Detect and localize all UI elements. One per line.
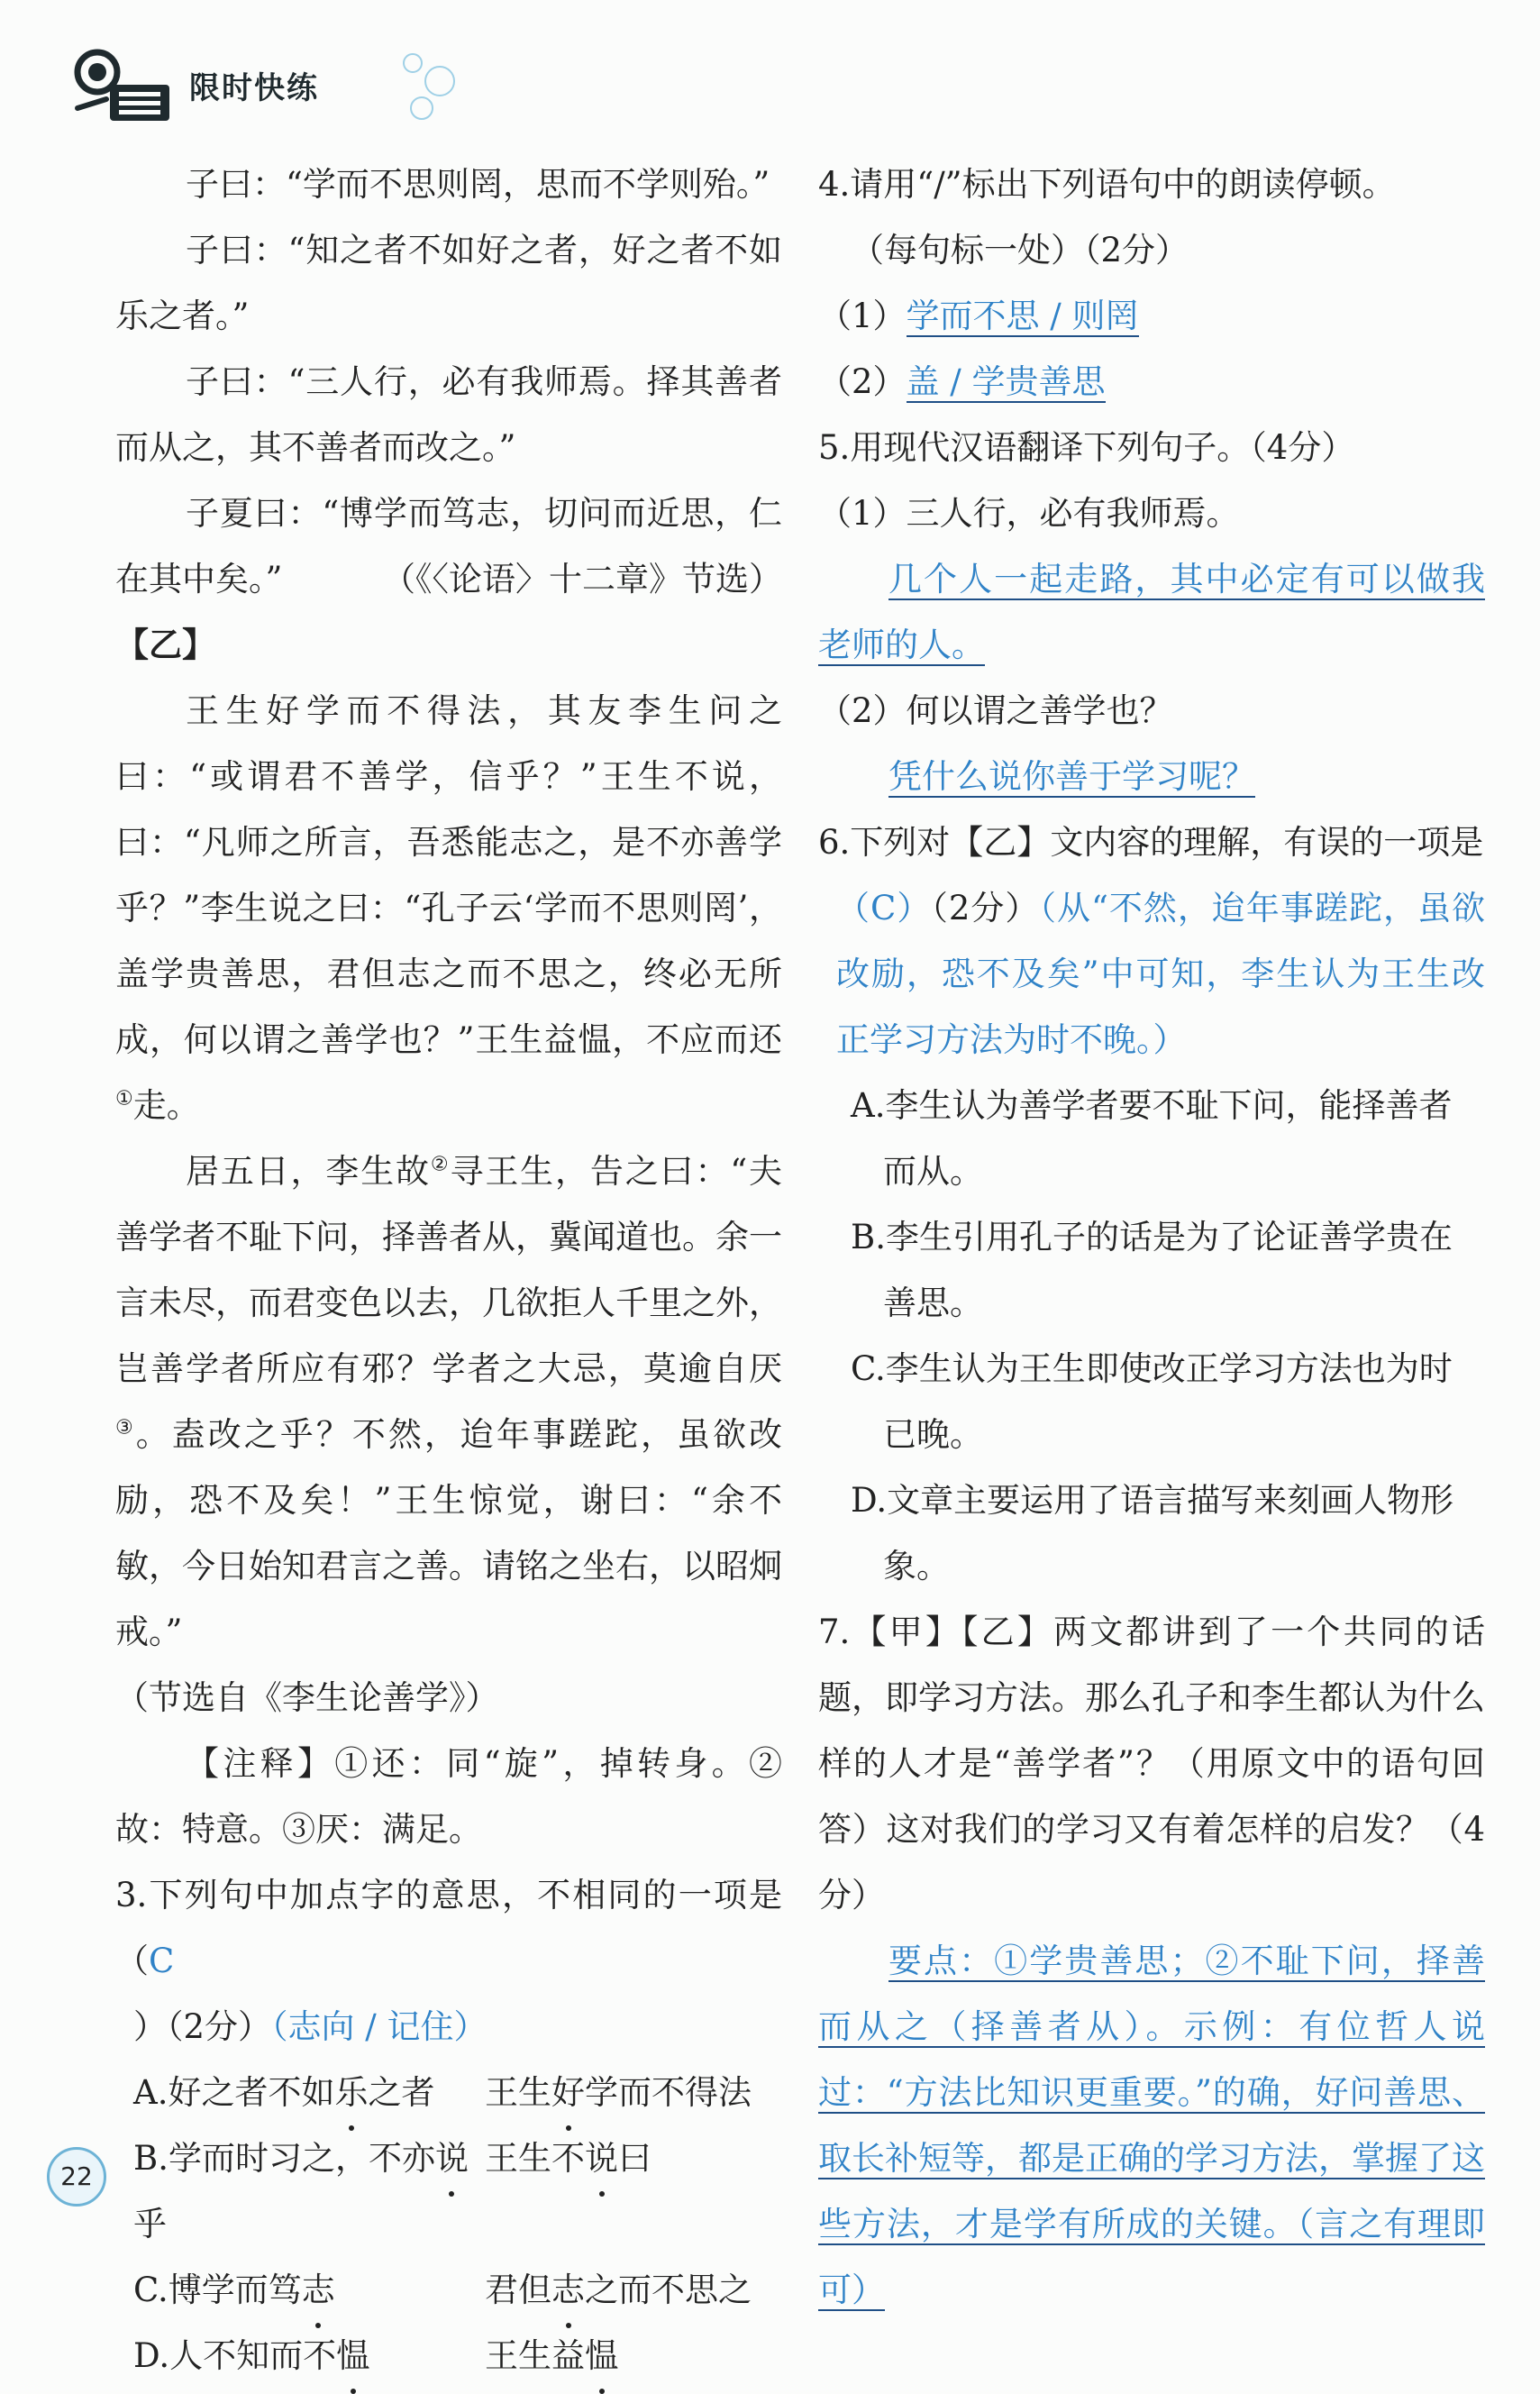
opt-text: 君但 [485,2271,551,2309]
q5-answer-1-text: 几个人一起走路，其中必定有可以做我老师的人。 [818,560,1485,664]
opt-text: 之者 [368,2073,435,2112]
q6-answer [818,875,1485,1073]
yi-paragraph-1-text: 王生好学而不得法，其友李生问之曰：“或谓君不善学，信乎？”王生不说，曰：“凡师之所言，吾悉能志之，是不亦善学乎？”李生说之曰：“孔子云‘学而不思则罔’，盖学贵善思，君但志之而不思之，终必无所成，何以谓之善学也？”王生益愠，不应而还 [115,691,782,1059]
q3-stem-end: ）（2分） [133,2007,272,2046]
analects-line-3: 子曰：“三人行，必有我师焉。择其善者而从之，其不善者而改之。” [115,362,782,467]
opt-text: 王生 [485,2073,551,2112]
opt-text: 学而不得法 [585,2073,752,2112]
q4-label-2: （2） [818,362,907,401]
yi-paragraph-1-end: 走。 [132,1086,200,1125]
q5-sentence-1: （1）三人行，必有我师焉。 [818,494,1240,533]
analects-line-4-text: 子夏曰：“博学而笃志，切问而近思，仁在其中矣。” [115,494,782,598]
q4-answer-2 [818,349,1485,415]
q3-option-c [115,2257,782,2323]
question-7-stem: 7.【甲】【乙】两文都讲到了一个共同的话题，即学习方法。那么孔子和李生都认为什么样的人才是“善学者”？（用原文中的语句回答）这对我们的学习又有着怎样的启发？（4分） [818,1613,1485,1914]
analects-source: （《〈论语〉十二章》节选） [382,560,782,598]
dotted-char: 说 [435,2125,469,2191]
yi-paragraph-2 [115,1138,782,1665]
question-5-stem: 5.用现代汉语翻译下列句子。（4分） [818,428,1355,467]
q6-score: （2分） [931,889,1040,927]
opt-text: 王生不 [485,2139,585,2178]
dotted-char: 愠 [585,2323,618,2389]
q3-option-d-left [133,2323,485,2389]
annotations: 【注释】①还：同“旋”，掉转身。②故：特意。③厌：满足。 [115,1744,782,1849]
footnote-mark-2: ② [430,1153,451,1176]
header-title: 限时快练 [189,70,319,106]
q4-answer-2-text: 盖 / 学贵善思 [906,362,1106,401]
left-column [115,151,782,2389]
footnote-mark-3: ③ [115,1416,136,1439]
dotted-char: 乐 [334,2060,368,2125]
opt-text: 乎 [133,2205,167,2243]
q4-answer-1-text: 学而不思 / 则罔 [906,297,1139,335]
q3-option-c-left [133,2257,485,2323]
q5-answer-2-text: 凭什么说你善于学习呢？ [888,757,1255,796]
q6-note: （从“不然，迨年事蹉跎，虽欲改励，恐不及矣”中可知，李生认为王生改正学习方法为时不晚。） [836,889,1485,1059]
q3-option-d-right [485,2323,618,2389]
opt-text: 曰 [618,2139,652,2178]
question-4-instruction: （每句标一处）（2分） [851,231,1189,270]
q3-options [115,2060,782,2389]
dotted-char: 说 [585,2125,618,2191]
q3-note: （志向 / 记住） [271,2007,488,2046]
q4-label-1: （1） [818,297,907,335]
q5-answer-2 [818,744,1485,809]
dotted-char: 好 [551,2060,585,2125]
q6-option-a: A.李生认为善学者要不耻下问，能择善者而从。 [851,1086,1453,1191]
yi-source: （节选自《李生论善学》） [115,1678,499,1717]
yi-heading: 【乙】 [115,625,215,664]
q7-answer-text: 要点：①学贵善思；②不耻下问，择善而从之（择善者从）。示例：有位哲人说过：“方法比知识更重要。”的确，好问善思、取长补短等，都是正确的学习方法，掌握了这些方法，才是学有所成的关键。（言之有理即可） [818,1942,1485,2309]
q5-sentence-2: （2）何以谓之善学也？ [818,691,1173,730]
analects-line-2: 子曰：“知之者不如好之者，好之者不如乐之者。” [115,231,782,335]
question-3-stem [115,1862,782,1994]
yi-paragraph-2-c: 。盍改之乎？不然，迨年事蹉跎，虽欲改励，恐不及矣！”王生惊觉，谢曰：“余不敏，今日始知君言之善。请铭之坐右，以昭炯戒。” [115,1415,782,1651]
q7-answer [818,1928,1485,2323]
page-number: 22 [47,2147,106,2207]
q3-option-a-right [485,2060,752,2125]
q4-answer-1 [818,283,1485,349]
dotted-char: 愠 [336,2323,369,2389]
page-header [70,36,449,135]
question-6-stem: 6.下列对【乙】文内容的理解，有误的一项是 [818,823,1484,862]
opt-text: C.博学而笃 [133,2271,302,2309]
q6-option-b: B.李生引用孔子的话是为了论证善学贵在善思。 [851,1218,1453,1322]
opt-text: 之而不思之 [585,2271,752,2309]
yi-paragraph-2-b: 寻王生，告之曰：“夫善学者不耻下问，择善者从，冀闻道也。余一言未尽，而君变色以去，几欲拒人千里之外，岂善学者所应有邪？学者之大忌，莫逾自厌 [115,1152,782,1388]
reading-glasses-icon [70,45,178,126]
dotted-char: 志 [551,2257,585,2323]
q3-stem-text: 3.下列句中加点字的意思，不相同的一项是（ [115,1876,782,1980]
opt-text: 王生益 [485,2336,585,2375]
q5-answer-1 [818,546,1485,678]
q3-option-c-right [485,2257,752,2323]
q6-option-d: D.文章主要运用了语言描写来刻画人物形象。 [851,1481,1454,1585]
q6-answer-letter: （C） [836,889,932,927]
q3-option-b-left [133,2125,485,2257]
yi-paragraph-1 [115,678,782,1138]
q3-option-b [115,2125,782,2257]
opt-text: B.学而时习之，不亦 [133,2139,435,2178]
opt-text: D.人不知而不 [133,2336,337,2375]
footnote-mark-1: ① [115,1087,133,1110]
yi-paragraph-2-a: 居五日，李生故 [186,1152,431,1191]
dotted-char: 志 [302,2257,335,2323]
opt-text: A.好之者不如 [133,2073,335,2112]
q3-option-b-right [485,2125,652,2257]
question-3-score [115,1994,782,2060]
right-column [818,151,1485,2323]
q3-option-a-left [133,2060,485,2125]
analects-line-4 [115,480,782,612]
q3-option-d [115,2323,782,2389]
question-4-stem: 4.请用“/”标出下列语句中的朗读停顿。 [818,165,1396,204]
q6-option-c: C.李生认为王生即使改正学习方法也为时已晚。 [851,1349,1453,1454]
q3-option-a [115,2060,782,2125]
analects-line-1: 子曰：“学而不思则罔，思而不学则殆。” [186,165,770,204]
bubbles-icon [395,45,467,126]
q3-answer: C [149,1942,175,1980]
